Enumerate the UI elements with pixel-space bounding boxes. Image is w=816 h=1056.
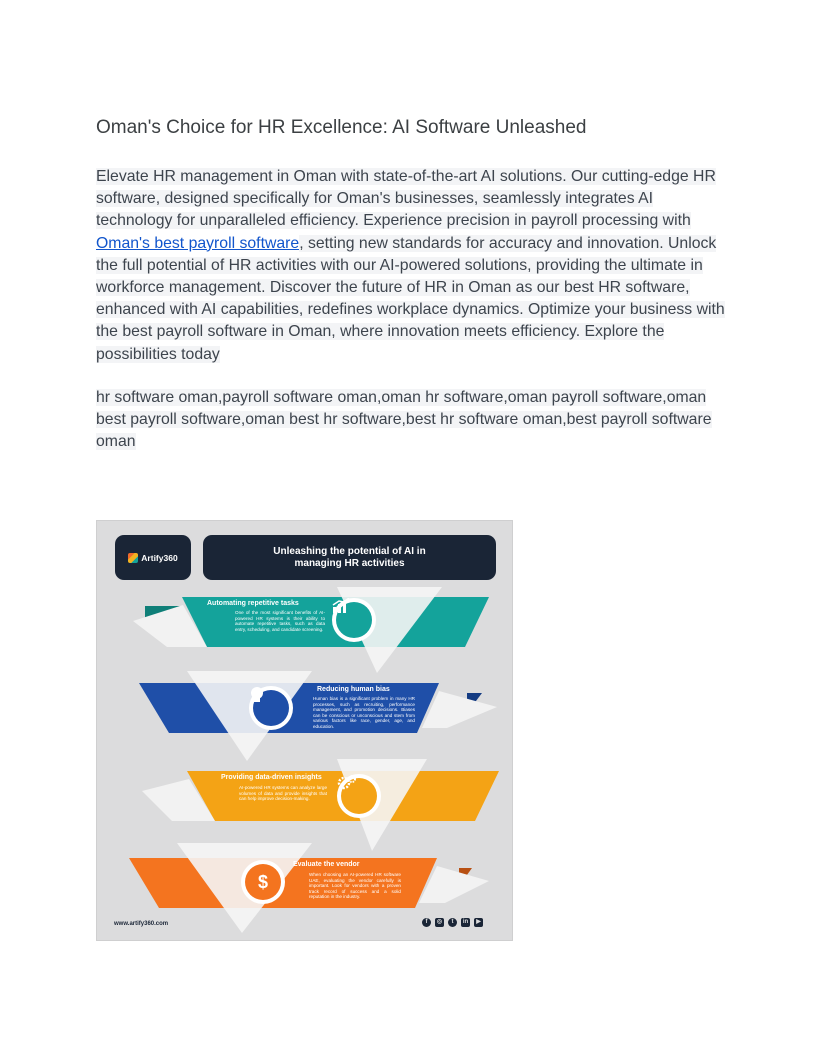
instagram-icon: ◎	[436, 919, 443, 925]
step4-body: When choosing an AI-powered HR software UAE, evaluating the vendor carefully is important. Look for vendors with a proven track record of success and a solid reputation in the industry.	[309, 872, 401, 900]
infographic-shapes	[97, 521, 513, 941]
step1-title: Automating repetitive tasks	[207, 600, 299, 607]
intro-text-before-link: Elevate HR management in Oman with state-of-the-art AI solutions. Our cutting-edge HR software, designed specifically for Oman's businesses, seamlessly integrates AI technology for unparalleled efficiency. Experience precision in payroll processing with	[96, 168, 716, 230]
hr-ai-infographic	[96, 520, 513, 941]
linkedin-icon: in	[462, 919, 469, 925]
artify360-logo	[115, 535, 191, 580]
step3-icon-circle	[337, 774, 381, 818]
social-icons	[422, 918, 483, 927]
step1-body: One of the most significant benefits of AI-powered HR systems is their ability to automate repetitive tasks, such as data entry, scheduling, and candidate screening.	[235, 610, 325, 632]
logo-text: Artify360	[141, 552, 178, 563]
facebook-icon: f	[422, 918, 431, 927]
website-url: www.artify360.com	[114, 921, 169, 927]
lightbulb-icon	[253, 690, 289, 726]
keywords-text: hr software oman,payroll software oman,oman hr software,oman payroll software,oman best payroll software,oman best hr software,best hr software oman,best payroll software oman	[96, 389, 712, 451]
page-title: Oman's Choice for HR Excellence: AI Software Unleashed	[96, 117, 587, 138]
twitter-icon: t	[448, 918, 457, 927]
gears-icon	[341, 778, 377, 814]
dollar-icon: $	[245, 864, 281, 900]
step4-title: Evaluate the vendor	[293, 861, 360, 868]
bar-chart-icon	[336, 602, 372, 638]
step2-white-ribbon	[422, 691, 497, 728]
logo-mark-icon	[128, 553, 138, 563]
infographic-heading-box	[203, 535, 496, 580]
step2-icon-circle	[249, 686, 293, 730]
infographic-heading: Unleashing the potential of AI in managing HR activities	[273, 545, 426, 569]
youtube-icon: ▶	[474, 918, 483, 927]
step2-title: Reducing human bias	[317, 686, 390, 693]
step2-body: Human bias is a significant problem in many HR processes, such as recruiting, performance management, and promotion decisions. Biases can be conscious or unconscious and stem from various factors like race, gender, age, and education.	[313, 696, 415, 729]
step4-icon-circle	[241, 860, 285, 904]
step3-body: AI-powered HR systems can analyze large volumes of data and provide insights that can help improve decision-making.	[239, 785, 327, 802]
payroll-software-link[interactable]: Oman's best payroll software	[96, 234, 300, 252]
step1-icon-circle	[332, 598, 376, 642]
intro-text-after-link: , setting new standards for accuracy and innovation. Unlock the full potential of HR activities with our AI-powered solutions, providing the ultimate in workforce management. Discover the future of HR in Oman as our best HR software, enhanced with AI capabilities, redefines workplace dynamics. Optimize your business with the best payroll software in Oman, where innovation meets efficiency. Explore the possibilities today	[96, 234, 725, 363]
keywords-paragraph	[96, 387, 726, 454]
step3-title: Providing data-driven insights	[221, 774, 322, 781]
intro-paragraph	[96, 166, 726, 366]
